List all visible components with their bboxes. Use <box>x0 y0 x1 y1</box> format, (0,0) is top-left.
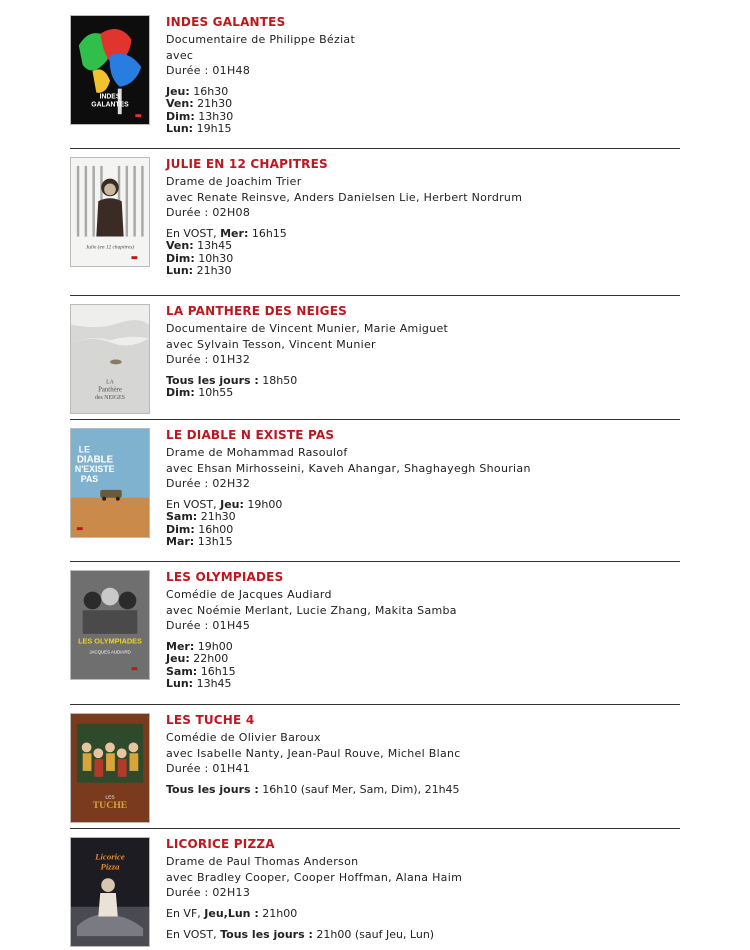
showtime-row <box>166 253 680 266</box>
showtime-row <box>166 111 680 124</box>
poster-image <box>71 838 149 946</box>
showtime-day: Tous les jours : <box>220 928 313 941</box>
showtime-row <box>166 641 680 654</box>
showtime-row <box>166 784 680 797</box>
film-cast: avec Renate Reinsve, Anders Danielsen Lie, Herbert Nordrum <box>166 190 523 204</box>
poster-image <box>71 305 149 413</box>
film-duration: Durée : 02H13 <box>166 886 251 899</box>
film-info <box>166 713 680 796</box>
showtime-row <box>166 536 680 549</box>
film-poster[interactable] <box>70 837 150 947</box>
showtime-time: 13h45 <box>193 677 232 690</box>
film-poster[interactable] <box>70 713 150 823</box>
showtimes <box>166 499 680 549</box>
showtime-version: En VF, <box>166 906 205 920</box>
showtime-time: 16h10 (sauf Mer, Sam, Dim), 21h45 <box>258 782 460 796</box>
showtime-day: Jeu: <box>220 497 244 511</box>
film-title[interactable]: LICORICE PIZZA <box>166 837 275 851</box>
film-entry <box>70 428 680 562</box>
showtime-time: 10h55 <box>194 386 234 399</box>
showtime-time: 21h30 <box>193 264 232 277</box>
showtime-row <box>166 265 680 278</box>
showtime-row <box>166 375 680 388</box>
film-poster[interactable] <box>70 15 150 125</box>
film-entry <box>70 837 680 950</box>
showtimes <box>166 908 680 942</box>
film-duration: Durée : 02H32 <box>166 477 251 490</box>
film-info <box>166 837 680 942</box>
film-poster[interactable] <box>70 428 150 538</box>
film-info <box>166 304 680 400</box>
showtimes <box>166 86 680 136</box>
showtimes <box>166 641 680 691</box>
film-info <box>166 157 680 278</box>
showtime-time: 10h30 <box>194 251 234 265</box>
film-duration: Durée : 02H08 <box>166 206 251 219</box>
svg-text:Panthère: Panthère <box>98 386 122 394</box>
svg-text:DIABLE: DIABLE <box>76 454 114 466</box>
showtime-day: Ven: <box>166 239 194 252</box>
showtime-version: En VOST, <box>166 226 221 240</box>
showtime-day: Mar: <box>166 535 195 548</box>
showtime-row <box>166 499 680 512</box>
showtime-time: 21h30 <box>193 97 233 110</box>
film-genre-director: Comédie de Olivier Baroux <box>166 731 321 744</box>
showtime-day: Dim: <box>166 386 195 399</box>
showtime-day: Jeu,Lun : <box>204 906 259 920</box>
showtime-day: Lun: <box>166 122 194 135</box>
film-info <box>166 428 680 549</box>
showtime-day: Tous les jours : <box>166 782 259 796</box>
film-cast: avec <box>166 48 194 62</box>
film-genre-director: Documentaire de Vincent Munier, Marie Amiguet <box>166 322 449 335</box>
showtime-row <box>166 666 680 679</box>
showtime-row <box>166 123 680 136</box>
film-duration: Durée : 01H45 <box>166 619 251 632</box>
film-entry <box>70 157 680 296</box>
film-genre-director: Drame de Paul Thomas Anderson <box>166 855 359 868</box>
film-genre-director: Drame de Joachim Trier <box>166 175 302 188</box>
showtime-day: Dim: <box>166 251 195 265</box>
showtime-day: Lun: <box>166 264 194 277</box>
film-poster[interactable] <box>70 157 150 267</box>
svg-text:N'EXISTE: N'EXISTE <box>74 464 115 475</box>
showtime-row <box>166 929 680 942</box>
poster-image <box>71 571 149 679</box>
film-genre-director: Documentaire de Philippe Béziat <box>166 33 356 46</box>
svg-text:INDES: INDES <box>99 93 121 101</box>
film-genre-director: Comédie de Jacques Audiard <box>166 588 332 601</box>
svg-text:LES OLYMPIADES: LES OLYMPIADES <box>78 636 142 646</box>
showtime-time: 22h00 <box>189 652 229 665</box>
poster-image <box>71 714 149 822</box>
showtime-day: Ven: <box>166 97 194 110</box>
showtime-time: 16h15 <box>197 664 236 678</box>
showtime-time: 19h15 <box>193 122 232 135</box>
showtime-day: Jeu: <box>166 84 190 98</box>
showtime-day: Mer: <box>166 639 195 653</box>
showtime-day: Sam: <box>166 664 198 678</box>
svg-text:TUCHE: TUCHE <box>92 800 128 812</box>
svg-text:JACQUES AUDIARD: JACQUES AUDIARD <box>89 649 131 655</box>
showtime-time: 21h00 (sauf Jeu, Lun) <box>312 928 435 941</box>
film-poster[interactable] <box>70 304 150 414</box>
film-title[interactable]: JULIE EN 12 CHAPITRES <box>166 157 328 171</box>
film-entry <box>70 713 680 829</box>
showtime-time: 13h15 <box>194 535 233 548</box>
showtime-time: 18h50 <box>258 373 298 387</box>
showtime-time: 16h00 <box>194 522 234 536</box>
film-title[interactable]: LES TUCHE 4 <box>166 713 255 727</box>
film-entry <box>70 15 680 149</box>
svg-text:Julie (en 12 chapitres): Julie (en 12 chapitres) <box>85 244 135 251</box>
showtime-row <box>166 240 680 253</box>
showtimes <box>166 228 680 278</box>
poster-image <box>71 158 149 266</box>
film-duration: Durée : 01H41 <box>166 762 251 775</box>
showtime-day: Lun: <box>166 677 194 690</box>
showtime-row <box>166 228 680 241</box>
film-cast: avec Sylvain Tesson, Vincent Munier <box>166 337 376 351</box>
showtime-row <box>166 908 680 921</box>
showtime-row <box>166 524 680 537</box>
showtime-day: Jeu: <box>166 652 190 665</box>
film-title[interactable]: LE DIABLE N EXISTE PAS <box>166 428 335 442</box>
showtime-time: 21h00 <box>258 906 298 920</box>
showtime-time: 19h00 <box>194 639 233 653</box>
film-cast: avec Noémie Merlant, Lucie Zhang, Makita Samba <box>166 603 457 617</box>
film-entry <box>70 570 680 705</box>
showtime-day: Mer: <box>220 226 249 240</box>
showtime-row <box>166 511 680 524</box>
showtime-day: Dim: <box>166 109 195 123</box>
svg-text:LES: LES <box>105 795 115 801</box>
showtime-row <box>166 387 680 400</box>
film-duration: Durée : 01H32 <box>166 353 251 366</box>
svg-text:Licorice: Licorice <box>95 851 125 862</box>
showtime-day: Sam: <box>166 510 198 523</box>
svg-text:GALANTES: GALANTES <box>91 101 129 109</box>
showtime-row <box>166 98 680 111</box>
poster-image <box>71 16 149 124</box>
film-title[interactable]: LA PANTHERE DES NEIGES <box>166 304 347 318</box>
film-cast: avec Isabelle Nanty, Jean-Paul Rouve, Michel Blanc <box>166 746 461 760</box>
film-cast: avec Bradley Cooper, Cooper Hoffman, Alana Haim <box>166 870 463 884</box>
film-entry <box>70 304 680 420</box>
showtime-time: 16h15 <box>248 226 287 240</box>
showtime-version: En VOST, <box>166 928 221 941</box>
svg-text:Pizza: Pizza <box>100 861 120 872</box>
showtime-day: Tous les jours : <box>166 373 259 387</box>
film-title[interactable]: LES OLYMPIADES <box>166 570 284 584</box>
showtime-row <box>166 653 680 666</box>
svg-text:PAS: PAS <box>80 473 99 485</box>
showtime-time: 13h45 <box>193 239 233 252</box>
showtime-day: Dim: <box>166 522 195 536</box>
film-genre-director: Drame de Mohammad Rasoulof <box>166 446 348 459</box>
film-title[interactable]: INDES GALANTES <box>166 15 286 29</box>
film-poster[interactable] <box>70 570 150 680</box>
film-cast: avec Ehsan Mirhosseini, Kaveh Ahangar, Shaghayegh Shourian <box>166 461 531 475</box>
showtimes <box>166 375 680 400</box>
poster-image <box>71 429 149 537</box>
svg-text:LE: LE <box>78 444 91 455</box>
showtime-time: 21h30 <box>197 510 236 523</box>
showtime-time: 16h30 <box>189 84 229 98</box>
film-info <box>166 570 680 691</box>
showtime-row <box>166 678 680 691</box>
film-duration: Durée : 01H48 <box>166 64 251 77</box>
showtime-time: 13h30 <box>194 109 234 123</box>
svg-text:LA: LA <box>106 379 114 386</box>
showtime-version: En VOST, <box>166 497 221 511</box>
showtime-time: 19h00 <box>243 497 283 511</box>
svg-text:des NEIGES: des NEIGES <box>94 395 126 402</box>
film-info <box>166 15 680 136</box>
showtime-row <box>166 86 680 99</box>
showtimes <box>166 784 680 797</box>
